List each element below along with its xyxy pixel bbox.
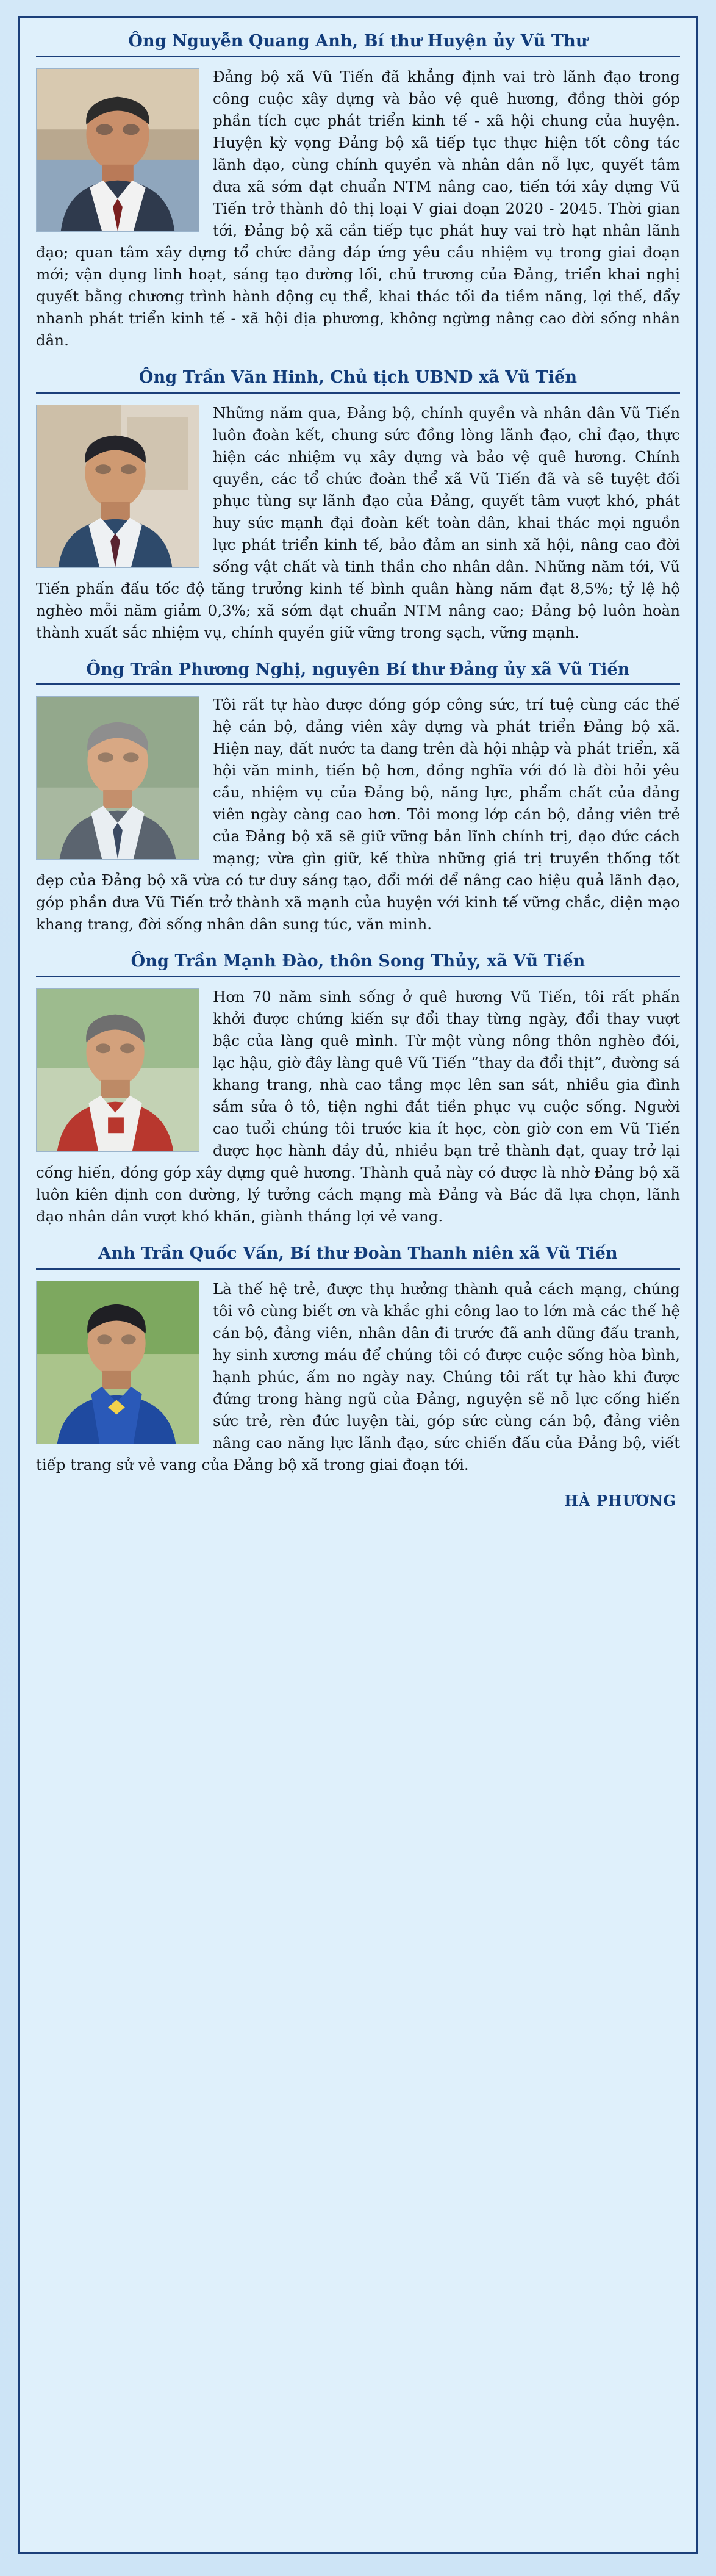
title-divider bbox=[36, 392, 680, 394]
section-paragraph: Hơn 70 năm sinh sống ở quê hương Vũ Tiến, tôi rất phấn khởi được chứng kiến sự đổi thay từng ngày, đổi thay vượt bậc của làng quê mình. Từ một vùng nông thôn nghèo đói, lạc hậu, giờ đây làng quê Vũ Tiến “thay da đổi thịt”, đường sá khang trang, nhà cao tầng mọc lên san sát, nhiều gia đình sắm sửa ô tô, tiện nghi đắt tiền phục vụ cuộc sống. Người cao tuổi chúng tôi trước kia ít học, còn giờ con em Vũ Tiến được học hành đầy đủ, nhiều bạn trẻ thành đạt, quay trở lại cống hiến, đóng góp xây dựng quê hương. Thành quả này có được là nhờ Đảng bộ xã luôn kiên định con đường, lý tưởng cách mạng mà Đảng và Bác đã lựa chọn, lãnh đạo nhân dân vượt khó khăn, giành thắng lợi vẻ vang. bbox=[36, 988, 680, 1225]
section-body bbox=[36, 66, 680, 351]
portrait-tran-phuong-nghi bbox=[36, 696, 199, 860]
testimonial-section bbox=[36, 951, 680, 1228]
article-frame bbox=[18, 16, 698, 2554]
section-title: Ông Trần Văn Hinh, Chủ tịch UBND xã Vũ Tiến bbox=[138, 367, 578, 387]
author-signature: HÀ PHƯƠNG bbox=[564, 1491, 676, 1509]
title-divider bbox=[36, 56, 680, 57]
section-body bbox=[36, 986, 680, 1228]
portrait-tran-quoc-van bbox=[36, 1281, 199, 1444]
portrait-tran-manh-dao bbox=[36, 988, 199, 1152]
section-paragraph: Đảng bộ xã Vũ Tiến đã khẳng định vai trò lãnh đạo trong công cuộc xây dựng và bảo vệ quê hương, đồng thời góp phần tích cực phát triển kinh tế - xã hội chung của huyện. Huyện kỳ vọng Đảng bộ xã tiếp tục thực hiện tốt công tác lãnh đạo, cùng chính quyền và nhân dân nỗ lực, quyết tâm đưa xã sớm đạt chuẩn NTM nâng cao, tiến tới xây dựng Vũ Tiến trở thành đô thị loại V giai đoạn 2020 - 2045. Thời gian tới, Đảng bộ xã cần tiếp tục phát huy vai trò hạt nhân lãnh đạo; quan tâm xây dựng tổ chức đảng đáp ứng yêu cầu nhiệm vụ trong giai đoạn mới; vận dụng linh hoạt, sáng tạo đường lối, chủ trương của Đảng, triển khai nghị quyết bằng chương trình hành động cụ thể, khai thác tối đa tiềm năng, lợi thế, đẩy nhanh phát triển kinh tế - xã hội địa phương, không ngừng nâng cao đời sống nhân dân. bbox=[36, 67, 680, 349]
section-paragraph: Những năm qua, Đảng bộ, chính quyền và nhân dân Vũ Tiến luôn đoàn kết, chung sức đồng lòng lãnh đạo, chỉ đạo, thực hiện các nhiệm vụ xây dựng và bảo vệ quê hương. Chính quyền, các tổ chức đoàn thể xã Vũ Tiến đã và sẽ tuyệt đối phục tùng sự lãnh đạo của Đảng, quyết tâm vượt khó, phát huy sức mạnh đại đoàn kết toàn dân, khai thác mọi nguồn lực phát triển kinh tế, bảo đảm an sinh xã hội, nâng cao đời sống vật chất và tinh thần cho nhân dân. Những năm tới, Vũ Tiến phấn đấu tốc độ tăng trưởng kinh tế bình quân hàng năm đạt 8,5%; tỷ lệ hộ nghèo mỗi năm giảm 0,3%; xã sớm đạt chuẩn NTM nâng cao; Đảng bộ luôn hoàn thành xuất sắc nhiệm vụ, chính quyền giữ vững trong sạch, vững mạnh. bbox=[36, 403, 680, 641]
portrait-nguyen-quang-anh bbox=[36, 68, 199, 232]
testimonial-section bbox=[36, 31, 680, 351]
section-paragraph: Tôi rất tự hào được đóng góp công sức, trí tuệ cùng các thế hệ cán bộ, đảng viên xây dựng và phát triển Đảng bộ xã. Hiện nay, đất nước ta đang trên đà hội nhập và phát triển, xã hội văn minh, tiến bộ hơn, đồng nghĩa với đó là đòi hỏi yêu cầu, nhiệm vụ của Đảng bộ, năng lực, phẩm chất của đảng viên ngày càng cao hơn. Tôi mong lớp cán bộ, đảng viên trẻ của Đảng bộ xã sẽ giữ vững bản lĩnh chính trị, đạo đức cách mạng; vừa gìn giữ, kế thừa những giá trị truyền thống tốt đẹp của Đảng bộ xã vừa có tư duy sáng tạo, đổi mới để nâng cao hiệu quả lãnh đạo, góp phần đưa Vũ Tiến trở thành xã mạnh của huyện với kinh tế vững chắc, diện mạo khang trang, đời sống nhân dân sung túc, văn minh. bbox=[36, 696, 680, 934]
section-title: Ông Trần Mạnh Đào, thôn Song Thủy, xã Vũ Tiến bbox=[131, 952, 585, 971]
section-title: Anh Trần Quốc Vấn, Bí thư Đoàn Thanh niên xã Vũ Tiến bbox=[98, 1244, 618, 1263]
portrait-tran-van-hinh bbox=[36, 405, 199, 568]
section-body bbox=[36, 1278, 680, 1476]
testimonial-section bbox=[36, 660, 680, 936]
title-divider bbox=[36, 976, 680, 977]
title-divider bbox=[36, 683, 680, 685]
testimonial-section bbox=[36, 367, 680, 644]
section-paragraph: Là thế hệ trẻ, được thụ hưởng thành quả cách mạng, chúng tôi vô cùng biết ơn và khắc ghi công lao to lớn mà các thế hệ cán bộ, đảng viên, nhân dân đi trước đã anh dũng đấu tranh, hy sinh xương máu để chúng tôi có được cuộc sống hòa bình, hạnh phúc, ấm no ngày nay. Chúng tôi rất tự hào khi được đứng trong hàng ngũ của Đảng, nguyện sẽ nỗ lực cống hiến sức trẻ, rèn đức luyện tài, góp sức cùng cán bộ, đảng viên nâng cao năng lực lãnh đạo, sức chiến đấu của Đảng bộ, viết tiếp trang sử vẻ vang của Đảng bộ xã trong giai đoạn tới. bbox=[36, 1279, 680, 1473]
section-title: Ông Trần Phương Nghị, nguyên Bí thư Đảng ủy xã Vũ Tiến bbox=[86, 660, 630, 679]
section-body bbox=[36, 694, 680, 935]
section-body bbox=[36, 402, 680, 644]
title-divider bbox=[36, 1268, 680, 1270]
section-title: Ông Nguyễn Quang Anh, Bí thư Huyện ủy Vũ Thư bbox=[128, 32, 588, 51]
testimonial-section bbox=[36, 1243, 680, 1476]
